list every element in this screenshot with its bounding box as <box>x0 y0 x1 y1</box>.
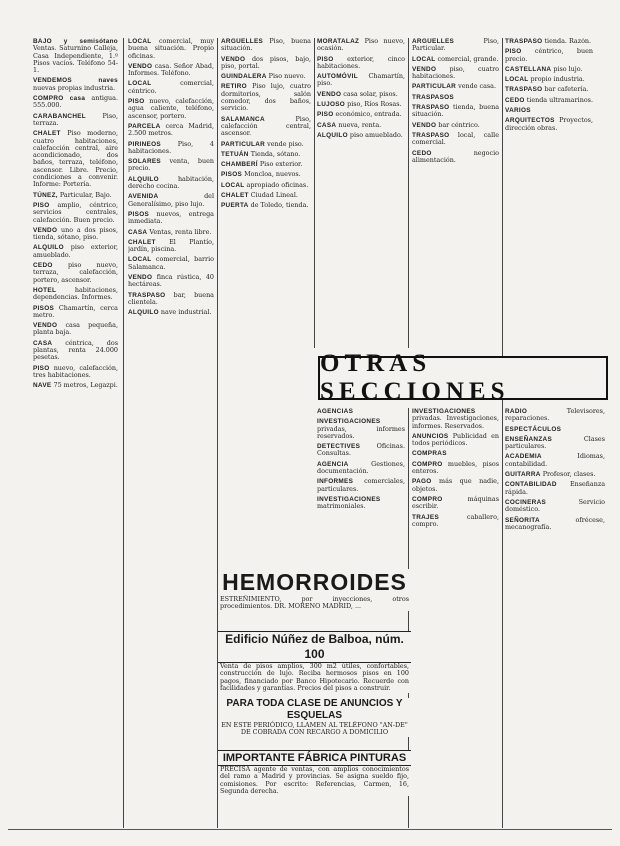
entry-lead: COMPRO casa <box>33 95 86 103</box>
classified-entry <box>221 161 311 168</box>
entry-lead: ALQUILO <box>128 309 159 317</box>
entry-lead: VARIOS <box>505 107 531 115</box>
entry-lead: ALQUILO <box>317 131 348 139</box>
entry-text: cerca Madrid, 2.500 metros. <box>128 121 214 138</box>
classified-entry <box>317 101 405 108</box>
entry-text: caballero, compro. <box>412 512 499 528</box>
entry-lead: NAVE <box>33 382 52 390</box>
entry-text: 75 metros, Legazpi. <box>51 381 118 390</box>
entry-lead: RETIRO <box>221 83 247 91</box>
hemorroides-ad <box>218 569 411 611</box>
entry-lead: SOLARES <box>128 158 161 166</box>
entry-text: Tienda, sótano. <box>248 149 301 158</box>
entry-text: comerciales, particulares. <box>317 477 405 493</box>
entry-lead: ENSEÑANZAS <box>505 435 553 443</box>
entry-text: piso, Ríos Rosas. <box>345 100 402 109</box>
entry-text: casa. Señor Abad, Informes. Teléfono. <box>128 61 214 78</box>
classified-entry <box>317 73 405 88</box>
classified-entry <box>33 322 118 337</box>
column-4 <box>317 38 405 350</box>
entry-text: Moncloa, nuevos. <box>242 170 301 179</box>
entry-lead: BAJO y semisótano <box>33 38 118 45</box>
entry-text: negocio alimentación. <box>412 148 499 164</box>
classified-entry <box>505 517 605 532</box>
entry-text: Publicidad en todos periódicos. <box>412 431 499 448</box>
entry-lead: TETUÁN <box>221 150 249 158</box>
entry-text: dos pisos, bajo, piso, portal. <box>221 54 311 70</box>
entry-lead: MORATALAZ <box>317 38 360 45</box>
entry-text: local, calle comercial. <box>412 130 499 147</box>
entry-text: bar, buena clientela. <box>128 290 214 306</box>
entry-lead: COCINERAS <box>505 498 547 506</box>
classified-entry <box>33 202 118 224</box>
entry-lead: ARGÜELLES <box>412 38 455 45</box>
entry-text: El Plantío, jardín, piscina. <box>128 237 214 254</box>
entry-text: piso nuevo, terraza, calefacción, portero, ascensor. <box>33 261 118 284</box>
entry-text: nuevos, entrega inmediata. <box>128 209 214 226</box>
entry-lead: COMPRAS <box>412 450 447 458</box>
entry-lead: CEDO <box>505 96 525 104</box>
entry-lead: DETECTIVES <box>317 443 361 451</box>
classified-entry <box>221 116 311 138</box>
entry-text: bar céntrico. <box>436 120 480 129</box>
entry-text: Idiomas, contabilidad. <box>505 452 605 468</box>
entry-text: del Generalísimo, piso lujo. <box>128 192 214 208</box>
column-divider <box>314 38 315 348</box>
entry-lead: TRASPASO <box>128 291 166 299</box>
classified-entry <box>505 76 593 83</box>
column-divider <box>123 38 124 828</box>
entry-text: Ventas, renta libre. <box>147 227 212 236</box>
classified-entry <box>221 202 311 209</box>
classified-entry <box>221 192 311 199</box>
column-6 <box>505 38 593 350</box>
edificio-ad <box>218 631 411 693</box>
section-heading <box>317 408 405 415</box>
classified-entry <box>221 38 311 53</box>
entry-text: tienda, buena situación. <box>412 103 499 119</box>
classified-entry <box>128 80 214 95</box>
entry-lead: VENDO <box>412 121 437 129</box>
classified-entry <box>317 496 405 511</box>
classified-entry <box>412 408 499 430</box>
classified-entry <box>412 150 499 165</box>
classified-entry <box>317 132 405 139</box>
entry-lead: PISO <box>317 55 334 63</box>
classified-entry <box>412 433 499 448</box>
entry-lead: ACADEMIA <box>505 453 542 461</box>
entry-text: uno a dos pisos, tienda, sótano, piso. <box>33 225 118 242</box>
section-heading <box>412 450 499 457</box>
entry-text: Piso, buena situación. <box>221 38 311 53</box>
entry-lead: ANUNCIOS <box>412 432 449 440</box>
entry-lead: ALQUILO <box>128 175 159 183</box>
entry-lead: PISO <box>128 98 145 106</box>
banner-title: OTRAS SECCIONES <box>320 350 510 405</box>
entry-lead: PAGO <box>412 478 432 486</box>
entry-text: muebles, pisos enteros. <box>412 459 499 476</box>
entry-lead: PISO <box>505 48 522 56</box>
entry-lead: AGENCIAS <box>317 408 354 415</box>
classified-entry <box>33 227 118 242</box>
entry-text: casa solar, pisos. <box>341 89 398 98</box>
column-3 <box>221 38 311 560</box>
classified-entry <box>412 478 499 493</box>
entry-lead: LOCAL <box>128 256 152 264</box>
edificio-title: Edificio Núñez de Balboa, núm. 100 <box>218 631 411 663</box>
entry-text: Chamartín, piso. <box>317 72 405 88</box>
classified-entry <box>317 56 405 71</box>
classified-entry <box>128 211 214 226</box>
classified-entry <box>33 340 118 362</box>
entry-text: comercial, grande. <box>435 54 499 63</box>
section-heading <box>505 107 593 114</box>
entry-text: Televisores, reparaciones. <box>505 408 605 423</box>
entry-text: Oficinas. Consultas. <box>317 442 405 458</box>
entry-text: económico, entrada. <box>333 110 402 119</box>
classified-entry <box>128 141 214 156</box>
entry-lead: HOTEL <box>33 286 57 294</box>
classified-entry <box>505 97 593 104</box>
entry-text: antigua. 555.000. <box>33 94 118 110</box>
entry-lead: CASA <box>317 121 337 129</box>
entry-lead: ARGÜELLES <box>221 38 264 45</box>
entry-text: Servicio doméstico. <box>505 497 605 514</box>
entry-lead: LUJOSO <box>317 101 346 109</box>
entry-lead: VENDO <box>412 65 437 73</box>
entry-lead: VENDEMOS naves <box>33 77 118 85</box>
classified-entry <box>317 111 405 118</box>
entry-text: Proyectos, dirección obras. <box>505 116 593 132</box>
entry-lead: COMPRO <box>412 460 443 468</box>
classified-entry <box>128 123 214 138</box>
entry-text: apropiado oficinas. <box>244 180 309 189</box>
classified-entry <box>128 274 214 289</box>
entry-text: Ciudad Lineal. <box>248 191 298 200</box>
entry-text: nueva, renta. <box>336 120 382 129</box>
classified-entry <box>221 141 311 148</box>
entry-text: tienda ultramarinos. <box>524 95 593 104</box>
entry-lead: CHAMBERÍ <box>221 161 258 169</box>
entry-lead: CASA <box>128 228 148 236</box>
entry-text: Piso exterior. <box>257 160 303 169</box>
classified-entry <box>33 262 118 284</box>
importante-title: IMPORTANTE FÁBRICA PINTURAS <box>218 750 411 766</box>
column-2 <box>128 38 214 558</box>
classified-entry <box>33 38 118 74</box>
entry-text: Piso, 4 habitaciones. <box>128 139 214 155</box>
classified-entry <box>33 305 118 320</box>
entry-lead: CHALET <box>221 192 249 200</box>
entry-lead: PARTICULAR <box>221 140 266 148</box>
classified-entry <box>317 478 405 493</box>
entry-text: privadas. Investigaciones, informes. Reservados. <box>412 414 499 430</box>
entry-text: más que nadie, objetos. <box>412 477 499 493</box>
entry-lead: CHALET <box>33 130 61 138</box>
classified-entry <box>412 104 499 119</box>
classified-entry <box>33 95 118 110</box>
entry-text: Piso, Particular. <box>412 38 499 53</box>
entry-lead: TRASPASO <box>412 131 450 139</box>
classified-entry <box>505 38 593 45</box>
entry-lead: VENDO <box>128 62 153 70</box>
entry-text: piso amueblado. <box>347 130 403 139</box>
entry-lead: CEDO <box>33 262 53 270</box>
hemorroides-title: HEMORROIDES <box>222 569 407 595</box>
classified-entry <box>412 461 499 476</box>
entry-lead: PUERTA <box>221 202 249 210</box>
classified-entry <box>317 38 405 53</box>
entry-text: vende piso. <box>265 139 304 148</box>
classified-entry <box>128 158 214 173</box>
entry-lead: VENDO <box>317 90 342 98</box>
entry-lead: LOCAL <box>412 55 436 63</box>
classified-entry <box>412 38 499 53</box>
fabrica-pinturas-ad <box>218 750 411 796</box>
entry-text: nuevo, calefacción, agua caliente, teléfono, ascensor, portero. <box>128 97 214 120</box>
entry-text: privadas, informes reservados. <box>317 424 405 440</box>
column-9 <box>505 408 605 828</box>
entry-lead: LOCAL <box>505 76 529 84</box>
entry-lead: LOCAL <box>221 181 245 189</box>
footer-rule <box>8 829 612 830</box>
section-heading <box>505 426 605 433</box>
entry-text: venta, buen precio. <box>128 157 214 173</box>
column-1 <box>33 38 118 828</box>
classified-entry <box>128 309 214 316</box>
entry-text: Piso nuevo, ocasión. <box>317 38 405 53</box>
classified-entry <box>412 122 499 129</box>
classified-entry <box>317 91 405 98</box>
entry-lead: LOCAL <box>128 38 152 45</box>
classified-entry <box>412 132 499 147</box>
entry-lead: TRASPASOS <box>412 93 454 101</box>
classified-entry <box>221 56 311 71</box>
entry-lead: PIRINEOS <box>128 140 161 148</box>
entry-lead: CONTABILIDAD <box>505 481 557 489</box>
entry-lead: TRASPASO <box>412 104 450 112</box>
classified-entry <box>128 292 214 307</box>
entry-lead: ALQUILO <box>33 244 64 252</box>
entry-lead: AGENCIA <box>317 460 349 468</box>
entry-text: bar cafetería. <box>542 85 589 94</box>
column-7 <box>317 408 405 558</box>
entry-text: finca rústica, 40 hectáreas. <box>128 273 214 289</box>
entry-text: Enseñanza rápida. <box>505 480 605 496</box>
classified-entry <box>33 113 118 128</box>
classified-entry <box>221 171 311 178</box>
section-heading <box>412 94 499 101</box>
classified-entry <box>505 471 605 478</box>
classified-entry <box>128 98 214 120</box>
classified-entry <box>33 287 118 302</box>
entry-lead: RADIO <box>505 408 528 415</box>
hemorroides-text: ESTREÑIMIENTO, por inyecciones, otros procedimientos. DR. MORENO MADRID, ... <box>220 595 409 611</box>
clase-text: EN ESTE PERIÓDICO, LLAMEN AL TELÉFONO "AN-DE" DE COBRADA CON RECARGO A DOMICILIO <box>221 721 408 737</box>
classified-entry <box>505 117 593 132</box>
entry-lead: LOCAL <box>128 80 152 88</box>
entry-lead: AVENIDA <box>128 193 159 201</box>
entry-lead: CEDO <box>412 149 432 157</box>
clase-title: PARA TODA CLASE DE ANUNCIOS Y ESQUELAS <box>226 698 403 721</box>
classified-entry <box>33 130 118 188</box>
clase-anuncios-ad <box>218 698 411 737</box>
classified-entry <box>33 244 118 259</box>
entry-lead: INVESTIGACIONES <box>317 495 381 503</box>
classified-entry <box>412 83 499 90</box>
classified-entry <box>128 256 214 271</box>
classified-entry <box>317 122 405 129</box>
importante-text: PRECISA agente de ventas, con amplios conocimientos del ramo a Madrid y provincias. Se asigna sueldo fijo, comisiones. Por escrito: Referencias, Carmen, 16, Segunda derecha. <box>220 765 409 796</box>
entry-lead: VENDO <box>128 274 153 282</box>
entry-text: máquinas escribir. <box>412 494 499 511</box>
entry-text: exterior, cinco habitaciones. <box>317 54 405 70</box>
entry-text: céntrico, buen precio. <box>505 47 593 63</box>
entry-text: habitación, derecho cocina. <box>128 174 214 191</box>
entry-text: Piso, calefacción central, ascensor. <box>221 114 311 138</box>
entry-text: ofrécese, mecanografía. <box>505 515 605 531</box>
entry-text: casa pequeña, planta baja. <box>33 321 118 337</box>
entry-text: propio industria. <box>528 75 585 84</box>
entry-text: Profesor, clases. <box>540 470 596 479</box>
classified-entry <box>505 408 605 423</box>
entry-text: nave industrial. <box>158 308 212 317</box>
classified-entry <box>412 66 499 81</box>
entry-lead: GUITARRA <box>505 471 541 479</box>
classified-entry <box>33 365 118 380</box>
entry-lead: PARTICULAR <box>412 83 457 91</box>
entry-lead: TRASPASO <box>505 86 543 94</box>
classified-entry <box>505 66 593 73</box>
entry-text: Piso, terraza. <box>33 111 118 127</box>
entry-text: Ventas. Saturnino Calleja, Casa Independiente, 1.º Pisos vacíos. Teléfono 54-1. <box>33 44 118 75</box>
classified-entry <box>128 63 214 78</box>
entry-text: tienda. Razón. <box>542 38 592 45</box>
entry-text: habitaciones, dependencias. Informes. <box>33 285 118 302</box>
edificio-text: Venta de pisos amplios, 300 m2 útiles, confortables, construcción de lujo. Reciba hermosos pisos en 100 pagos, financiado por Banco Hipotecario. Recuerde con facilidades y garantías. Precios del pisos a construir. <box>220 662 409 693</box>
entry-lead: PISO <box>317 111 334 119</box>
entry-text: piso exterior, amueblado. <box>33 243 118 259</box>
entry-lead: COMPRO <box>412 495 443 503</box>
classified-entry <box>128 229 214 236</box>
entry-text: Clases particulares. <box>505 434 605 451</box>
column-5 <box>412 38 499 350</box>
entry-text: Piso nuevo. <box>266 72 306 81</box>
entry-text: nuevo, calefacción, tres habitaciones. <box>33 363 118 379</box>
classified-entry <box>221 73 311 80</box>
entry-text: Piso lujo, cuatro dormitorios, salón comedor, dos baños, servicio. <box>221 82 311 113</box>
entry-text: comercial, muy buena situación. Propio oficinas. <box>128 38 214 60</box>
classified-entry <box>505 481 605 496</box>
entry-text: Piso moderno, cuatro habitaciones, calefacción central, aire acondicionado, dos baños, terraza, teléfono, ascensor. Libre. Precio, condiciones a convenir. Informe: Portería. <box>33 129 118 189</box>
entry-lead: CARABANCHEL <box>33 112 87 120</box>
entry-text: céntrica, dos plantas, renta 24.000 pesetas. <box>33 338 118 362</box>
entry-lead: PISO <box>33 201 50 209</box>
entry-lead: PISO <box>33 364 50 372</box>
entry-text: nuevas propias industria. <box>33 83 116 92</box>
entry-lead: VENDO <box>33 322 58 330</box>
entry-lead: CHALET <box>128 238 156 246</box>
entry-text: de Toledo, tienda. <box>248 201 309 210</box>
entry-text: Chamartín, cerca metro. <box>33 303 118 319</box>
classified-entry <box>128 193 214 208</box>
entry-lead: PISOS <box>128 210 150 218</box>
entry-lead: INVESTIGACIONES <box>317 418 381 426</box>
classified-entry <box>33 382 118 389</box>
classified-entry <box>221 182 311 189</box>
classified-entry <box>412 496 499 511</box>
classified-entry <box>221 151 311 158</box>
entry-text: matrimoniales. <box>317 502 366 511</box>
entry-text: piso, cuatro habitaciones. <box>412 64 499 81</box>
entry-lead: ESPECTÁCULOS <box>505 425 562 433</box>
entry-text: comercial, céntrico. <box>128 79 214 95</box>
entry-lead: INFORMES <box>317 478 354 486</box>
classified-entry <box>505 48 593 63</box>
otras-secciones-banner <box>318 350 608 405</box>
classified-entry <box>412 56 499 63</box>
entry-lead: CASA <box>33 339 53 347</box>
classified-entry <box>33 192 118 199</box>
classified-entry <box>221 83 311 112</box>
classified-entry <box>33 77 118 92</box>
entry-lead: GUINDALERA <box>221 73 267 81</box>
column-divider <box>408 38 409 348</box>
column-divider <box>502 38 503 828</box>
entry-lead: AUTOMÓVIL <box>317 73 358 81</box>
entry-text: piso lujo. <box>551 64 583 73</box>
entry-text: Particular, Bajo. <box>57 190 112 199</box>
entry-text: Gestiones, documentación. <box>317 459 405 476</box>
classified-entry <box>128 239 214 254</box>
classified-entry <box>317 443 405 458</box>
entry-lead: VENDO <box>33 226 58 234</box>
classified-entry <box>505 499 605 514</box>
classified-entry <box>317 418 405 440</box>
entry-lead: PARCELA <box>128 122 161 130</box>
entry-lead: ARQUITECTOS <box>505 117 555 125</box>
classified-entry <box>128 38 214 60</box>
classified-entry <box>505 86 593 93</box>
entry-lead: CASTELLANA <box>505 65 552 73</box>
classified-entry <box>317 461 405 476</box>
entry-text: vende casa. <box>456 82 497 91</box>
entry-lead: PISOS <box>221 171 243 179</box>
classified-entry <box>505 436 605 451</box>
entry-lead: PISOS <box>33 304 55 312</box>
entry-text: comercial, barrio Salamanca. <box>128 255 214 271</box>
entry-text: amplio, céntrico, servicios centrales, calefacción. Buen precio. <box>33 200 118 224</box>
entry-lead: TÚNEZ, <box>33 191 58 199</box>
classified-entry <box>505 453 605 468</box>
entry-lead: SEÑORITA <box>505 516 540 524</box>
entry-lead: TRASPASO <box>505 38 543 45</box>
entry-lead: VENDO <box>221 55 246 63</box>
classified-entry <box>128 176 214 191</box>
entry-lead: SALAMANCA <box>221 115 265 123</box>
classified-entry <box>412 514 499 529</box>
entry-lead: INVESTIGACIONES <box>412 408 476 415</box>
entry-lead: TRAJES <box>412 513 440 521</box>
column-8 <box>412 408 499 828</box>
